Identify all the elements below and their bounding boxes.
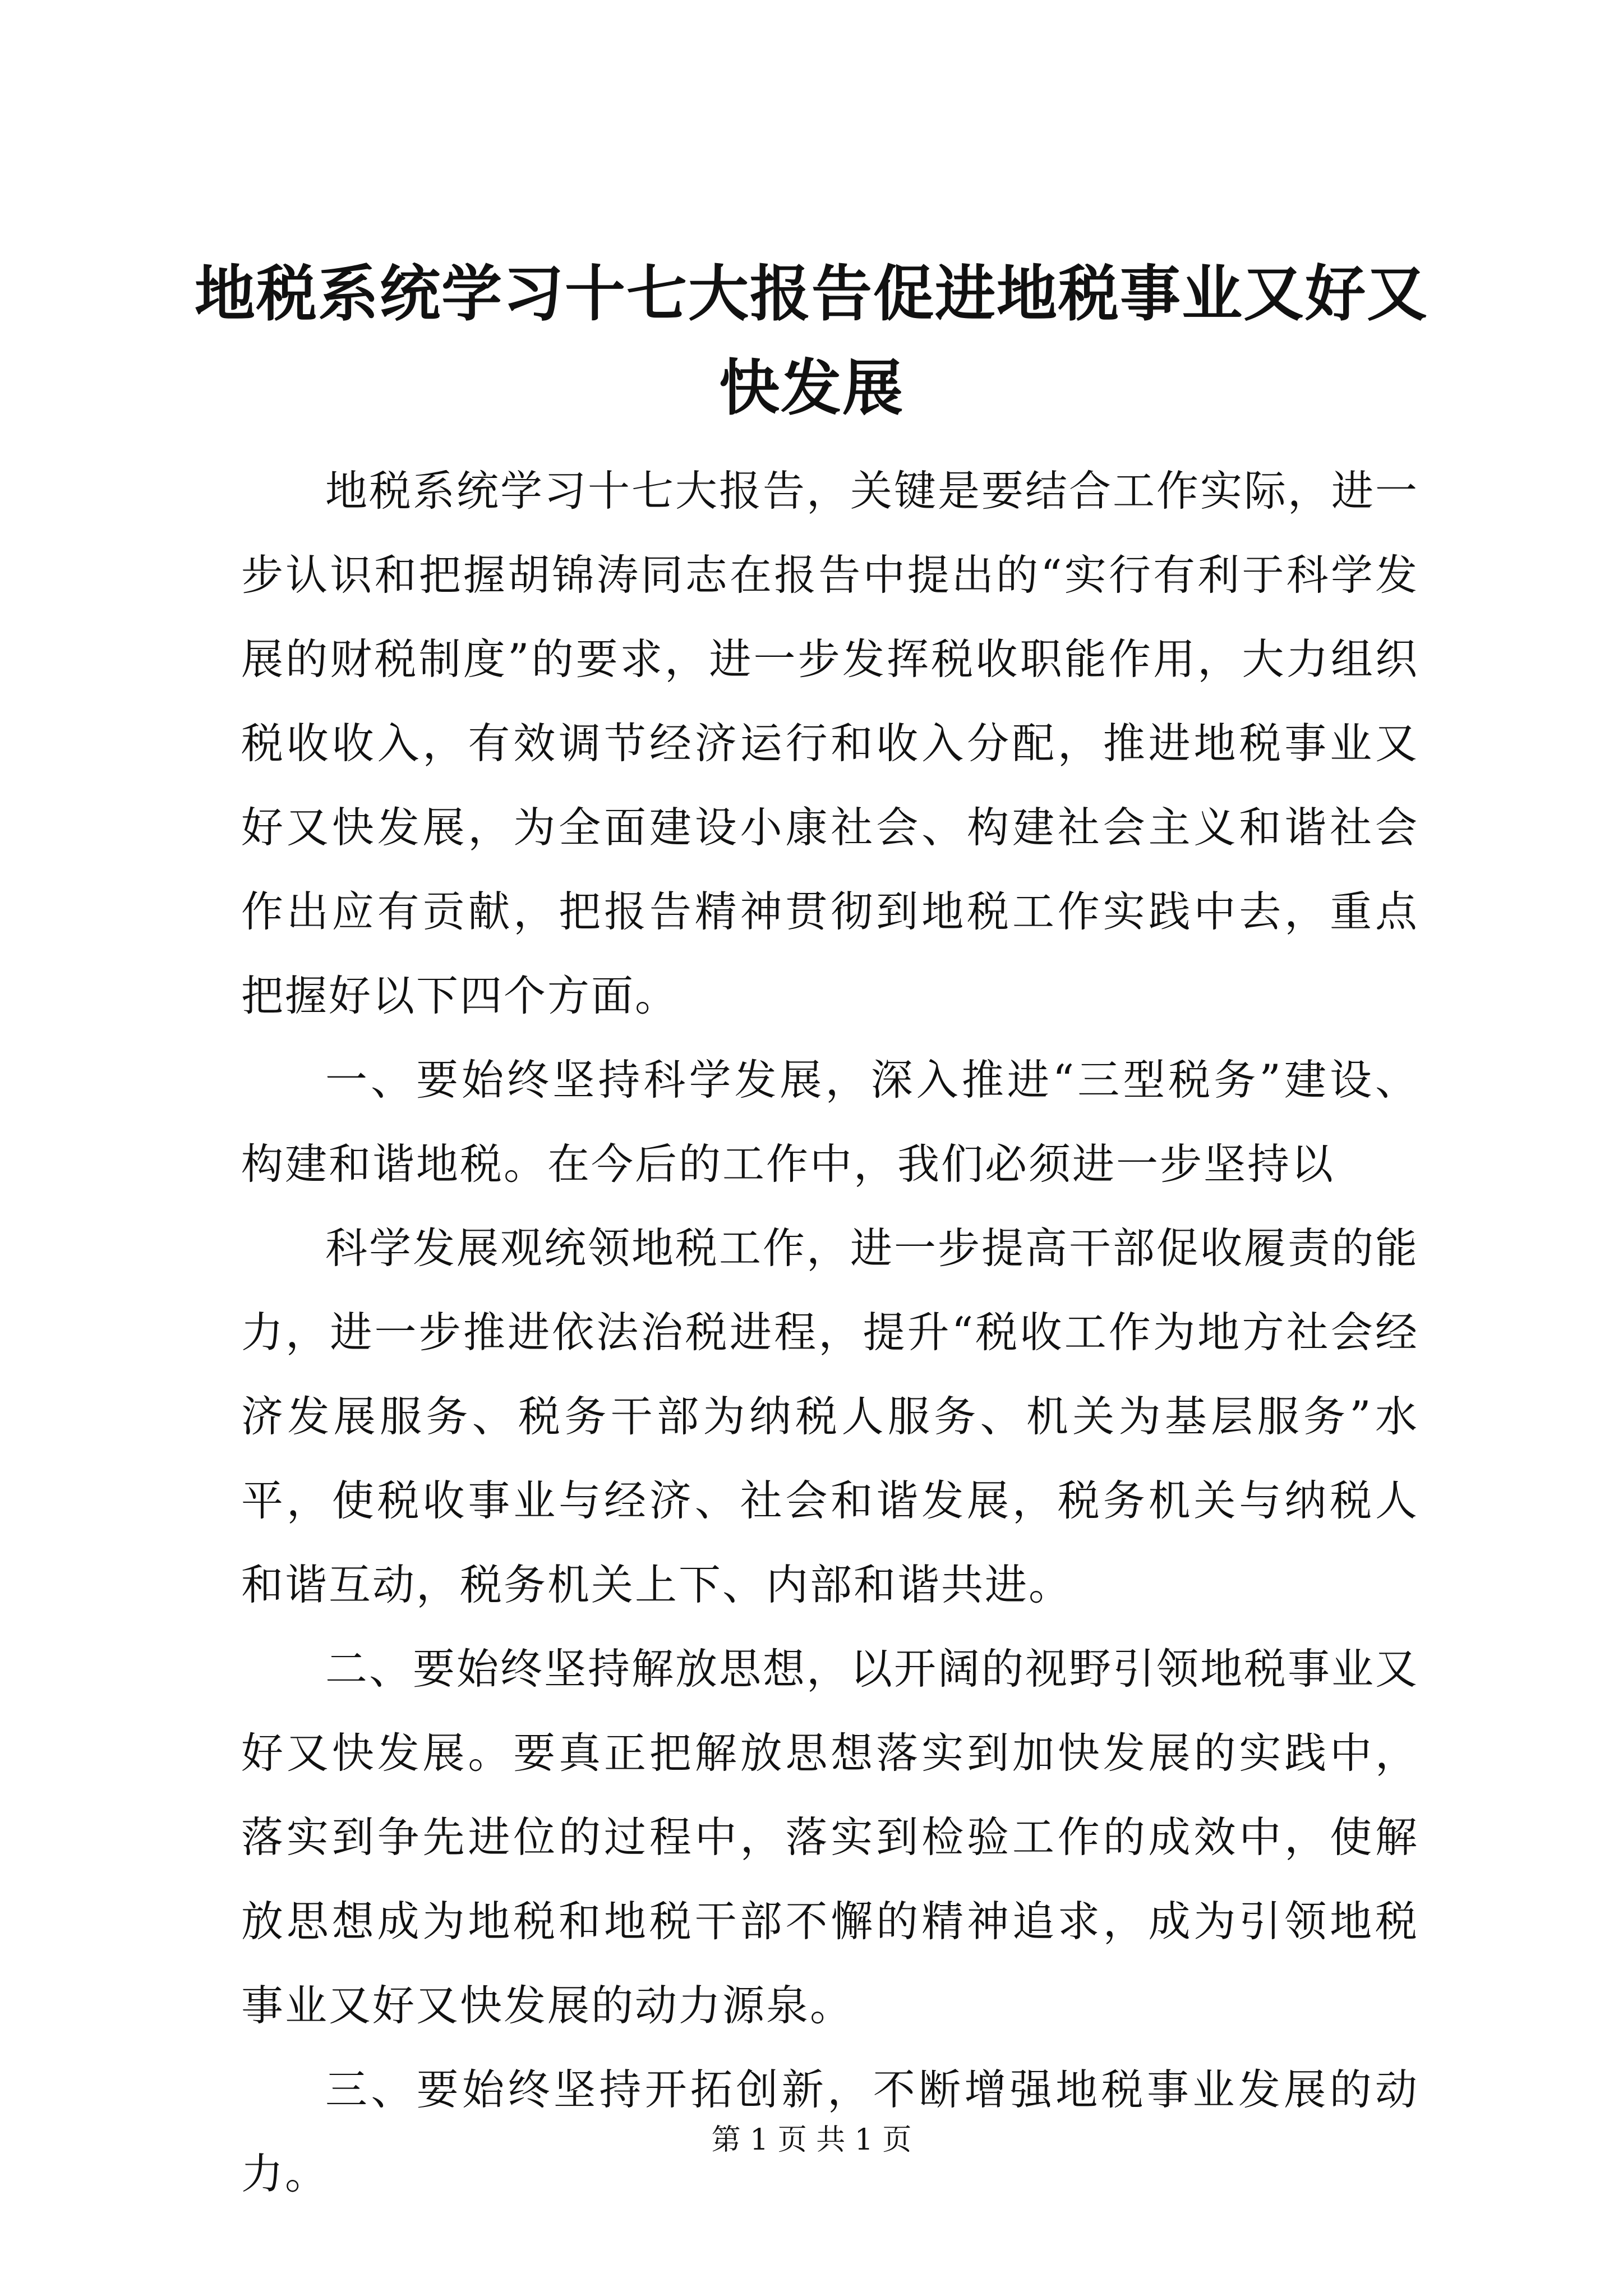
paragraph: 一、要始终坚持科学发展，深入推进“三型税务”建设、构建和谐地税。在今后的工作中，我们必须进一步坚持以	[241, 1055, 1419, 1189]
paragraph: 地税系统学习十七大报告，关键是要结合工作实际，进一步认识和把握胡锦涛同志在报告中提出的“实行有利于科学发展的财税制度”的要求，进一步发挥税收职能作用，大力组织税收收入，有效调节经济运行和收入分配，推进地税事业又好又快发展，为全面建设小康社会、构建社会主义和谐社会作出应有贡献，把报告精神贯彻到地税工作实践中去，重点把握好以下四个方面。	[241, 466, 1419, 1020]
page-footer: 第 1 页 共 1 页	[711, 2123, 912, 2157]
paragraph: 三、要始终坚持开拓创新，不断增强地税事业发展的动力。	[241, 2065, 1419, 2198]
document-title: 地税系统学习十七大报告促进地税事业又好又快发展	[194, 259, 1428, 424]
document-body	[241, 449, 1419, 2216]
paragraph: 科学发展观统领地税工作，进一步提高干部促收履责的能力，进一步推进依法治税进程，提升“税收工作为地方社会经济发展服务、税务干部为纳税人服务、机关为基层服务”水平，使税收事业与经济、社会和谐发展，税务机关与纳税人和谐互动，税务机关上下、内部和谐共进。	[241, 1223, 1419, 1609]
paragraph: 二、要始终坚持解放思想，以开阔的视野引领地税事业又好又快发展。要真正把解放思想落实到加快发展的实践中，落实到争先进位的过程中，落实到检验工作的成效中，使解放思想成为地税和地税干部不懈的精神追求，成为引领地税事业又好又快发展的动力源泉。	[241, 1644, 1419, 2030]
